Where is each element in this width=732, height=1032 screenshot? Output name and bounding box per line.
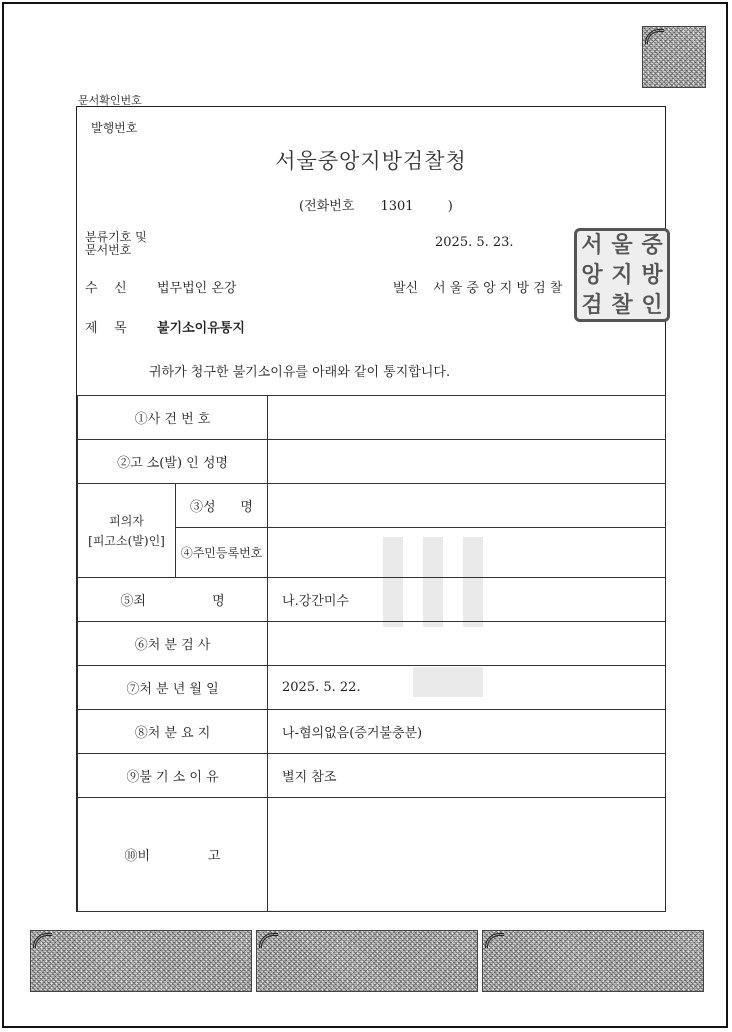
disposition-table	[77, 395, 666, 912]
complainant-value	[268, 440, 666, 484]
classification-line-1: 분류기호 및	[85, 230, 147, 244]
complainant-label: ②고 소(발) 인 성명	[78, 440, 268, 484]
charge-label: ⑤죄 명	[78, 578, 268, 622]
case-number-label: ①사 건 번 호	[78, 396, 268, 440]
phone-line	[299, 195, 453, 214]
table-row	[78, 666, 666, 710]
phone-number: 1301	[380, 199, 414, 214]
table-row	[78, 710, 666, 754]
official-seal	[574, 228, 670, 322]
table-row	[78, 440, 666, 484]
table-row	[78, 578, 666, 622]
issue-number-label: 발행번호	[91, 121, 138, 135]
bottom-barcode-1	[30, 930, 252, 992]
seal-char: 지	[611, 263, 633, 288]
table-row	[78, 622, 666, 666]
disposition-summary-value: 나-혐의없음(증거불충분)	[268, 710, 666, 754]
classification-line-2: 문서번호	[85, 243, 132, 257]
prosecutor-label: ⑥처 분 검 사	[78, 622, 268, 666]
suspect-id-label: ④주민등록번호	[176, 528, 268, 578]
official-document	[76, 106, 666, 912]
disposition-summary-label: ⑧처 분 요 지	[78, 710, 268, 754]
seal-char: 서	[581, 233, 603, 258]
recipient-value: 법무법인 온강	[157, 281, 237, 296]
phone-label: (전화번호	[299, 199, 355, 214]
table-row	[78, 798, 666, 912]
seal-char: 방	[641, 263, 663, 288]
bottom-barcode-2	[256, 930, 478, 992]
seal-char: 울	[611, 233, 633, 258]
suspect-label: 피의자	[109, 513, 144, 528]
seal-char: 중	[641, 233, 663, 258]
case-number-value	[268, 396, 666, 440]
intro-text: 귀하가 청구한 불기소이유를 아래와 같이 통지합니다.	[149, 365, 451, 380]
sender-label: 발신	[393, 281, 419, 296]
table-row	[78, 396, 666, 440]
phone-close: )	[447, 199, 453, 214]
disposition-date-label: ⑦처 분 년 월 일	[78, 666, 268, 710]
doc-confirm-label: 문서확인번호	[78, 94, 142, 107]
remarks-label: ⑩비 고	[78, 798, 268, 912]
suspect-name-label: ③성 명	[176, 484, 268, 528]
suspect-name-value	[268, 484, 666, 528]
seal-char: 검	[581, 293, 603, 318]
bottom-barcode-3	[482, 930, 704, 992]
sender-value: 서 울 중 앙 지 방 검 찰	[433, 281, 563, 296]
classification-label	[85, 231, 147, 257]
seal-char: 인	[641, 293, 663, 318]
table-row	[78, 484, 666, 528]
table-row	[78, 754, 666, 798]
disposition-date-value: 2025. 5. 22.	[268, 666, 666, 710]
prosecutor-value	[268, 622, 666, 666]
subject-label: 제 목	[85, 321, 127, 336]
remarks-value	[268, 798, 666, 912]
reason-label: ⑨불 기 소 이 유	[78, 754, 268, 798]
seal-char: 찰	[611, 293, 633, 318]
reason-value: 별지 참조	[268, 754, 666, 798]
suspect-id-value	[268, 528, 666, 578]
suspect-sub-label: [피고소(발)인]	[88, 533, 165, 548]
recipient-label: 수 신	[85, 281, 127, 296]
suspect-group-label	[78, 484, 176, 578]
page-title: 서울중앙지방검찰청	[275, 149, 467, 173]
charge-value: 나.강간미수	[268, 578, 666, 622]
subject-value: 불기소이유통지	[157, 321, 245, 336]
top-barcode	[642, 26, 706, 88]
issue-date: 2025. 5. 23.	[435, 235, 514, 250]
seal-char: 앙	[581, 263, 603, 288]
